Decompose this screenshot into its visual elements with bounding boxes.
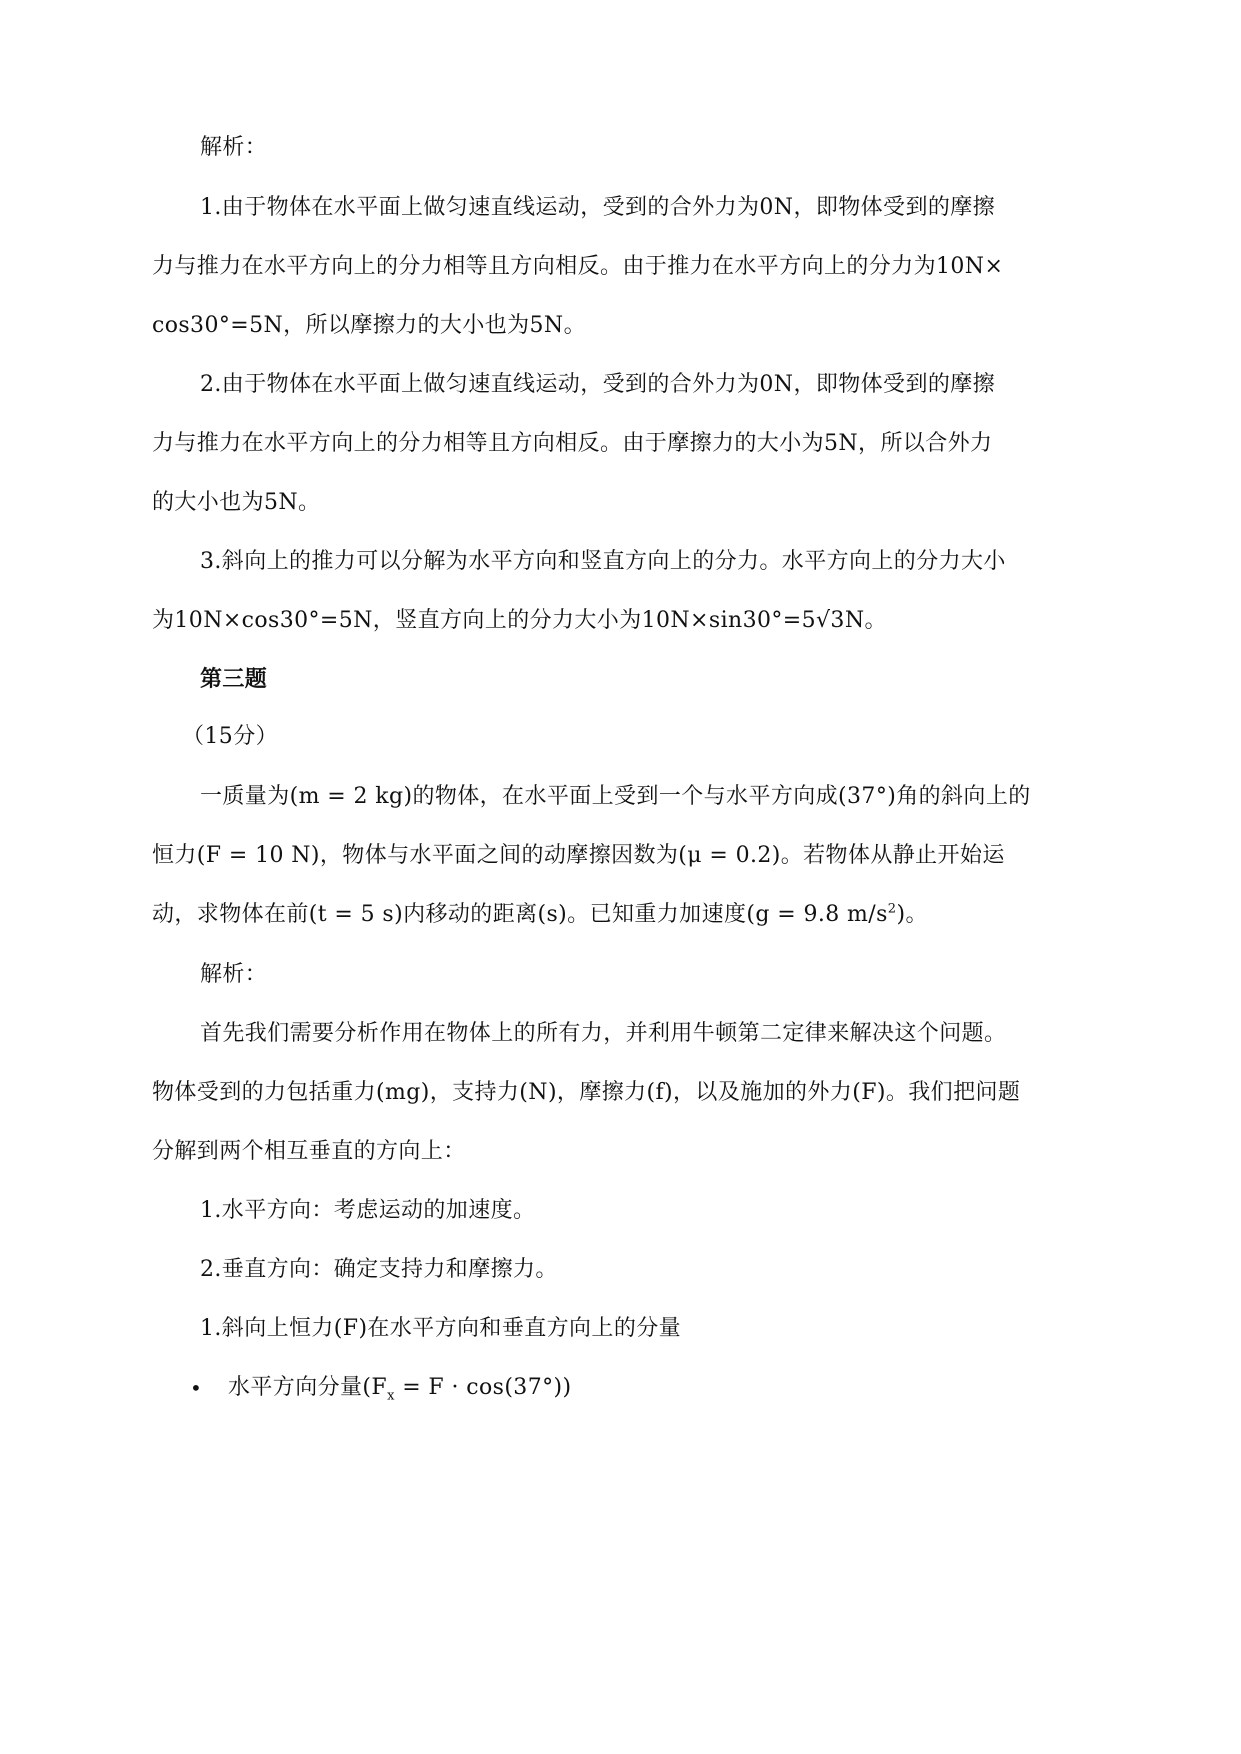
superscript: 2 [887,901,897,917]
bullet-icon: • [190,1376,202,1400]
list-item: 1.斜向上恒力(F)在水平方向和垂直方向上的分量 [200,1316,682,1341]
paragraph-line: 1.由于物体在水平面上做匀速直线运动，受到的合外力为0N，即物体受到的摩擦 [200,195,996,220]
paragraph-line: 3.斜向上的推力可以分解为水平方向和竖直方向上的分力。水平方向上的分力大小 [200,549,1006,574]
question-line: 一质量为(m = 2 kg)的物体，在水平面上受到一个与水平方向成(37°)角的斜向上的 [200,784,1031,809]
paragraph-line: 为10N×cos30°=5N，竖直方向上的分力大小为10N×sin30°=5√3N。 [152,608,887,633]
list-item: 1.水平方向：考虑运动的加速度。 [200,1198,536,1223]
question-line: 动，求物体在前(t = 5 s)内移动的距离(s)。已知重力加速度(g = 9.8 $m/s^2$)。 [152,901,928,927]
paragraph-line: 2.由于物体在水平面上做匀速直线运动，受到的合外力为0N，即物体受到的摩擦 [200,372,996,397]
paragraph-line: 首先我们需要分析作用在物体上的所有力，并利用牛顿第二定律来解决这个问题。 [200,1021,1007,1046]
question-title: 第三题 [200,667,268,692]
list-item: 2.垂直方向：确定支持力和摩擦力。 [200,1257,558,1282]
subscript: x [387,1388,395,1404]
paragraph-line: 力与推力在水平方向上的分力相等且方向相反。由于摩擦力的大小为5N，所以合外力 [152,431,993,456]
paragraph-line: cos30°=5N，所以摩擦力的大小也为5N。 [152,313,586,338]
analysis-heading-2: 解析： [200,962,268,987]
paragraph-line: 的大小也为5N。 [152,490,321,515]
question-points: （15分） [182,724,278,749]
bullet-item: 水平方向分量$(F_x = F \cdot \cos(37^\circ))$ [228,1375,572,1404]
question-line: 恒力(F = 10 N)，物体与水平面之间的动摩擦因数为(μ = 0.2)。若物体从静止开始运 [152,843,1005,868]
paragraph-line: 物体受到的力包括重力(mg)，支持力(N)，摩擦力(f)，以及施加的外力(F)。我们把问题 [152,1080,1021,1105]
analysis-heading-1: 解析： [200,135,268,160]
paragraph-line: 分解到两个相互垂直的方向上： [152,1139,466,1164]
paragraph-line: 力与推力在水平方向上的分力相等且方向相反。由于推力在水平方向上的分力为10N× [152,254,1004,279]
